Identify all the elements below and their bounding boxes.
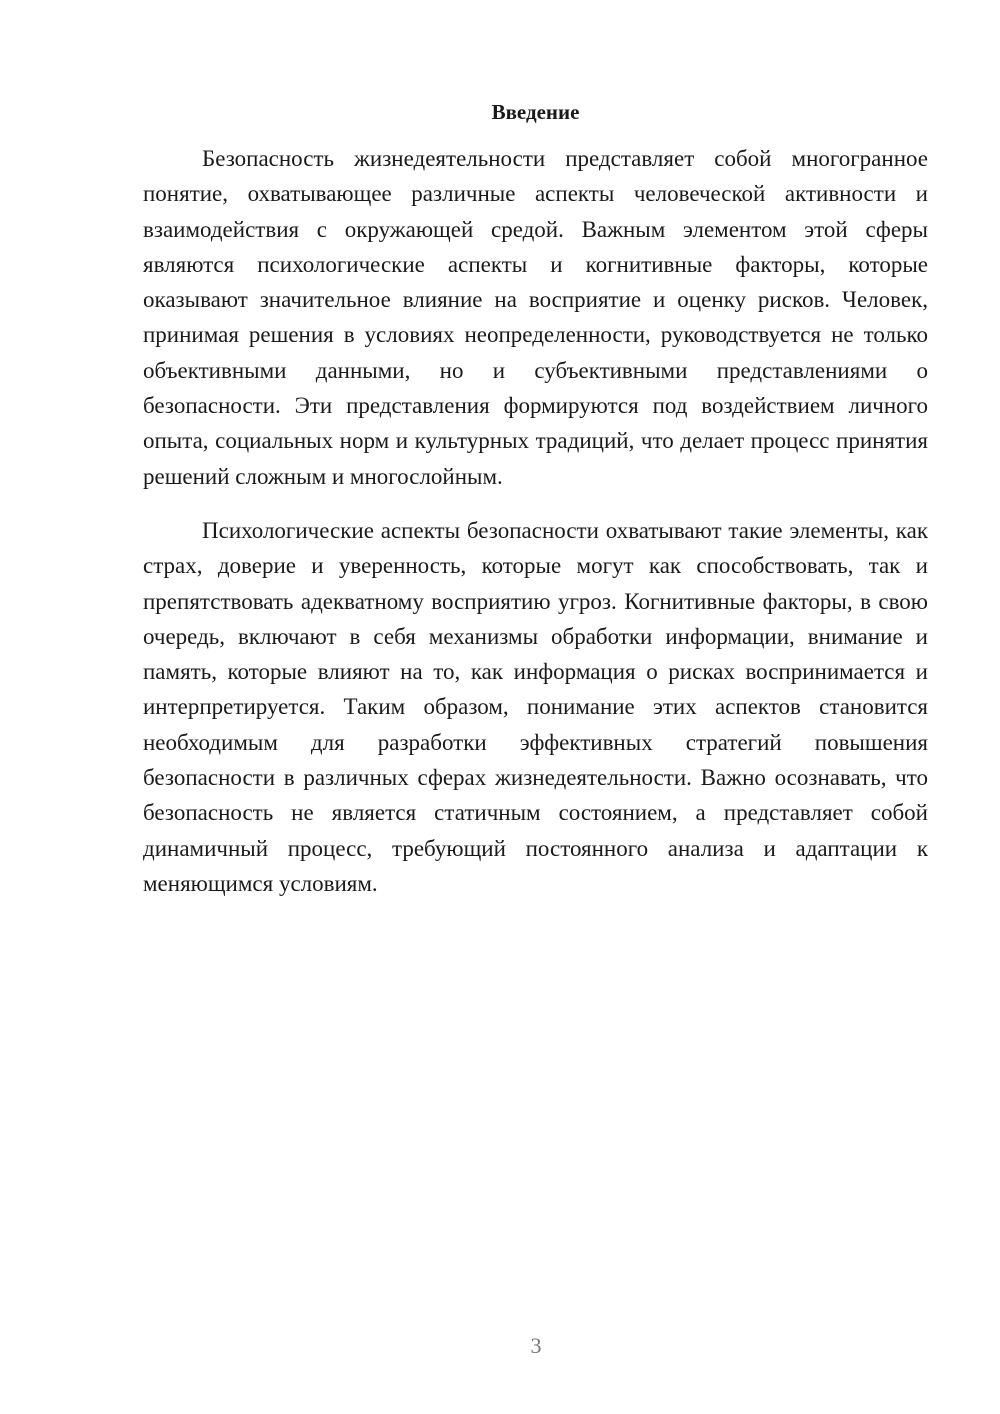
page-number: 3 bbox=[530, 1333, 542, 1358]
section-title: Введение bbox=[491, 100, 580, 124]
paragraph-2: Психологические аспекты безопасности охватывают такие элементы, как страх, доверие и уверенность, которые могут как способствовать, так и препятствовать адекватному восприятию угроз. Когнитивные факторы, в свою очередь, включают в себя механизмы обработки информации, внимание и память, которые влияют на то, как информация о рисках воспринимается и интерпретируется. Таким образом, понимание этих аспектов становится необходимым для разработки эффективных стратегий повышения безопасности в различных сферах жизнедеятельности. Важно осознавать, что безопасность не является статичным состоянием, а представляет собой динамичный процесс, требующий постоянного анализа и адаптации к меняющимся условиям. bbox=[143, 517, 928, 896]
paragraph-1: Безопасность жизнедеятельности представляет собой многогранное понятие, охватывающее различные аспекты человеческой активности и взаимодействия с окружающей средой. Важным элементом этой сферы являются психологические аспекты и когнитивные факторы, которые оказывают значительное влияние на восприятие и оценку рисков. Человек, принимая решения в условиях неопределенности, руководствуется не только объективными данными, но и субъективными представлениями о безопасности. Эти представления формируются под воздействием личного опыта, социальных норм и культурных традиций, что делает процесс принятия решений сложным и многослойным. bbox=[143, 146, 928, 489]
section-body bbox=[143, 141, 928, 901]
